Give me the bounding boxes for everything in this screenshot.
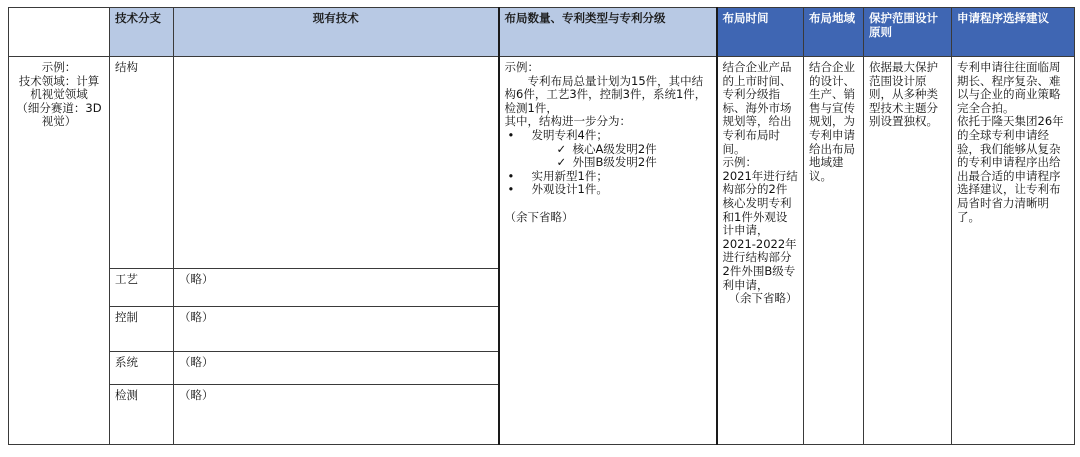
layout-time-example: 示例： (722, 155, 757, 170)
layout-time-detail: 2021年进行结构部分的2件核心发明专利和1件外观设计申请， (722, 168, 798, 238)
layout-count-bullet-utility: • 实用新型1件； (505, 170, 711, 184)
header-protection: 保护范围设计原则 (864, 8, 952, 57)
header-branch: 技术分支 (110, 8, 174, 57)
branch-control: 控制 (110, 307, 174, 352)
header-existing-tech: 现有技术 (174, 8, 499, 57)
tech-domain-cell (9, 57, 110, 445)
branch-structure: 结构 (110, 57, 174, 269)
layout-count-para1: 专利布局总量计划为15件，其中结构6件，工艺3件，控制3件，系统1件，检测1件， (504, 73, 707, 115)
procedure-para2: 依托于隆天集团26年的全球专利申请经验，我们能够从复杂的专利申请程序出给出最合适的申请程序选择建议，让专利布局省时省力清晰明了。 (957, 114, 1064, 224)
header-layout-time: 布局时间 (717, 8, 804, 57)
existing-control: （略） (174, 307, 499, 352)
existing-detection: （略） (174, 385, 499, 445)
layout-time-detail2: 2021-2022年进行结构部分2件外围B级专利申请， (722, 236, 797, 292)
layout-time-cell (717, 57, 804, 445)
procedure-cell (952, 57, 1075, 445)
tech-domain-text: 示例： 技术领域：计算机视觉领域 （细分赛道：3D视觉） (16, 60, 102, 129)
layout-count-omit: （余下省略） (504, 209, 574, 224)
header-layout-count: 布局数量、专利类型与专利分级 (499, 8, 717, 57)
layout-count-check-core: ✓ 核心A级发明2件 (505, 143, 711, 157)
branch-process: 工艺 (110, 269, 174, 307)
header-layout-region: 布局地域 (804, 8, 864, 57)
layout-region-cell: 结合企业的设计、生产、销售与宣传规划，为专利申请给出布局地域建议。 (804, 57, 864, 445)
layout-count-bullet-invention: • 发明专利4件； (505, 129, 711, 143)
existing-system: （略） (174, 352, 499, 385)
existing-structure (174, 57, 499, 269)
layout-count-check-peripheral: ✓ 外围B级发明2件 (505, 156, 711, 170)
layout-count-bullet-design: • 外观设计1件。 (505, 183, 711, 197)
branch-detection: 检测 (110, 385, 174, 445)
layout-time-omit: （余下省略） (728, 291, 798, 306)
layout-time-text: 结合企业产品的上市时间、专利分级指标、海外市场规划等，给出专利布局时间。 (722, 60, 792, 156)
patent-layout-table (8, 7, 1075, 445)
header-blank-cell (9, 8, 110, 57)
procedure-para1: 专利申请往往面临周期长、程序复杂、难以与企业的商业策略完全合拍。 (957, 60, 1061, 115)
header-procedure: 申请程序选择建议 (952, 8, 1075, 57)
layout-count-cell (499, 57, 717, 445)
layout-count-intro: 示例： (504, 60, 539, 74)
protection-cell: 依据最大保护范围设计原则，从多种类型技术主题分别设置独权。 (864, 57, 952, 445)
branch-system: 系统 (110, 352, 174, 385)
layout-count-para2: 其中，结构进一步分为： (504, 114, 631, 129)
existing-process: （略） (174, 269, 499, 307)
